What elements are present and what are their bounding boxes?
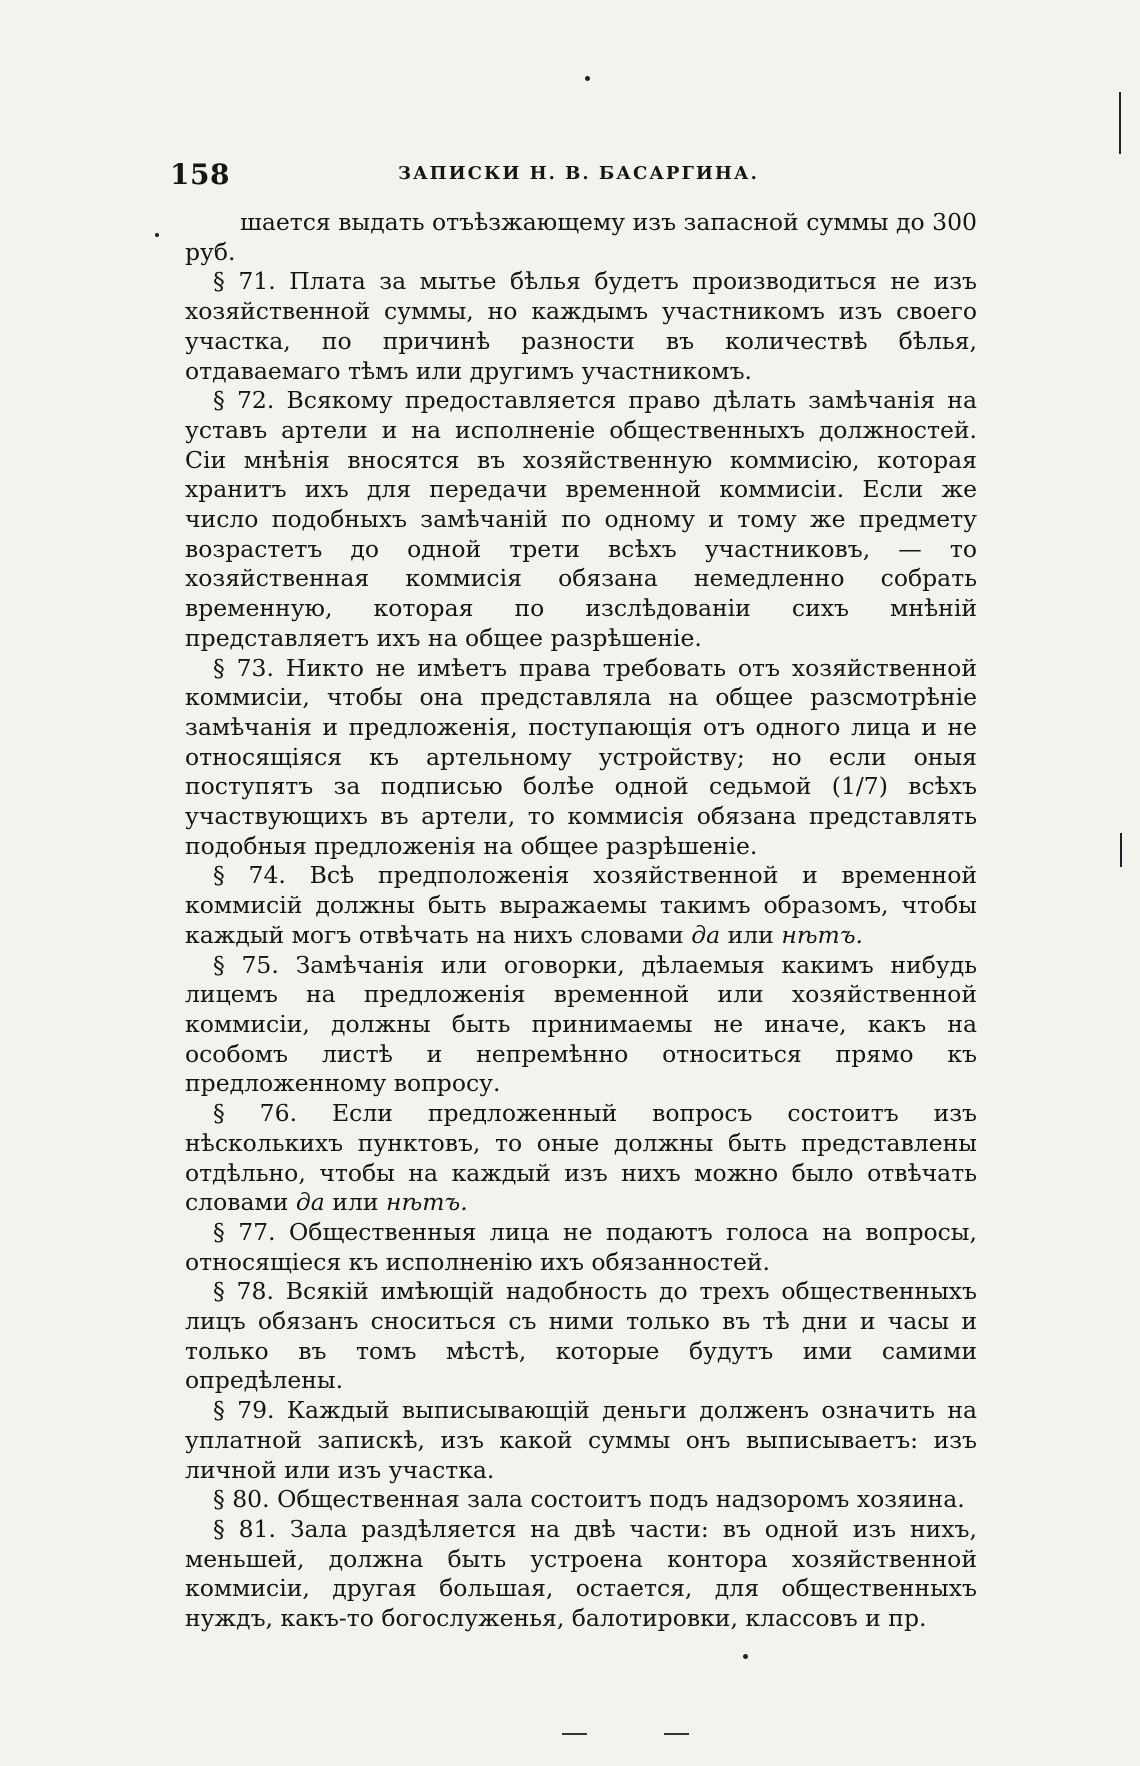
section-text: Никто не имѣетъ права требовать отъ хозяйственной коммисіи, чтобы она представляла на общее разсмотрѣніе замѣчанія и предложенія, поступающія отъ одного лица и не относящіяся къ артельному устройству; но если оныя поступятъ за подписью болѣе одной седьмой (1/7) всѣхъ участвующихъ въ артели, то коммисія обязана представлять подобныя предложенія на общее разрѣшеніе. [185,653,977,860]
section-marker: § 76. [213,1099,298,1128]
section-marker: § 75. [213,950,279,979]
section-79 [185,1396,977,1485]
italic-answer-yes: да [295,1188,325,1217]
section-text: Каждый выписывающій деньги долженъ означить на уплатной запискѣ, изъ какой суммы онъ выписываетъ: изъ личной или изъ участка. [185,1396,978,1484]
paragraph-text: шается выдать отъѣзжающему изъ запасной суммы до 300 руб. [185,208,977,266]
section-text-before: Если предложенный вопросъ состоитъ изъ нѣсколькихъ пунктовъ, то оные должны быть представлены отдѣльно, чтобы на каждый изъ нихъ можно было отвѣчать словами [185,1099,977,1217]
section-marker: § 73. [213,653,274,682]
section-text: Плата за мытье бѣлья будетъ производиться не изъ хозяйственной суммы, но каждымъ участникомъ изъ своего участка, по причинѣ разности въ количествѣ бѣлья, отдаваемаго тѣмъ или другимъ участникомъ. [185,267,978,385]
section-marker: § 80. [213,1485,270,1514]
scan-speck-top [585,76,590,81]
section-77 [185,1218,977,1277]
scan-bottom-dash-right [664,1733,689,1735]
section-text: Замѣчанія или оговорки, дѣлаемыя какимъ нибудь лицемъ на предложенія временной или хозяйственной коммисіи, должны быть принимаемы не иначе, какъ на особомъ листѣ и непремѣнно относиться прямо къ предложенному вопросу. [185,950,978,1098]
page-number: 158 [170,158,230,191]
section-text: Всякій имѣющій надобность до трехъ общественныхъ лицъ обязанъ сноситься съ ними только въ тѣ дни и часы и только въ томъ мѣстѣ, которые будутъ ими самими опредѣлены. [185,1277,977,1395]
italic-answer-no: нѣтъ. [386,1188,468,1217]
continued-paragraph [185,208,977,267]
italic-answer-no: нѣтъ. [781,920,863,949]
scan-speck-bottom [743,1654,748,1659]
section-80 [185,1485,977,1515]
section-76 [185,1099,977,1218]
section-text-before: Всѣ предположенія хозяйственной и временной коммисій должны быть выражаемы такимъ образомъ, чтобы каждый могъ отвѣчать на нихъ словами [185,861,977,949]
scan-edge-line-lower [1120,833,1122,867]
scan-edge-line [1119,92,1121,154]
page-header [170,158,970,198]
section-72 [185,386,977,653]
section-text: Общественная зала состоитъ подъ надзоромъ хозяина. [277,1485,965,1514]
section-marker: § 72. [213,386,275,415]
section-text-middle: или [332,1188,379,1217]
section-marker: § 78. [213,1277,274,1306]
section-marker: § 71. [213,267,276,296]
section-text: Всякому предоставляется право дѣлать замѣчанія на уставъ артели и на исполненіе общественныхъ должностей. Сіи мнѣнія вносятся въ хозяйственную коммисію, которая хранитъ ихъ для передачи временной коммисіи. Если же число подобныхъ замѣчаній по одному и тому же предмету возрастетъ до одной трети всѣхъ участниковъ, — то хозяйственная коммисія обязана немедленно собрать временную, которая по изслѣдованіи сихъ мнѣній представляетъ ихъ на общее разрѣшеніе. [185,386,977,652]
section-text-middle: или [727,920,774,949]
section-marker: § 74. [213,861,286,890]
scan-bottom-dash-left [562,1733,587,1735]
running-title: ЗАПИСКИ Н. В. БАСАРГИНА. [398,163,759,184]
section-75 [185,951,977,1100]
section-text: Общественныя лица не подаютъ голоса на вопросы, относящіеся къ исполненію ихъ обязанностей. [185,1217,977,1276]
italic-answer-yes: да [691,920,721,949]
section-marker: § 81. [213,1514,276,1543]
section-81 [185,1515,977,1634]
section-marker: § 77. [213,1217,276,1246]
section-text: Зала раздѣляется на двѣ части: въ одной изъ нихъ, меньшей, должна быть устроена контора хозяйственной коммисіи, другая большая, остается, для общественныхъ нуждъ, какъ-то богослуженья, балотировки, классовъ и пр. [185,1514,977,1633]
section-78 [185,1277,977,1396]
section-73 [185,654,977,862]
page-body [185,208,977,1634]
scan-speck-left [155,233,159,237]
section-marker: § 79. [213,1396,275,1425]
section-71 [185,267,977,386]
section-74 [185,861,977,950]
